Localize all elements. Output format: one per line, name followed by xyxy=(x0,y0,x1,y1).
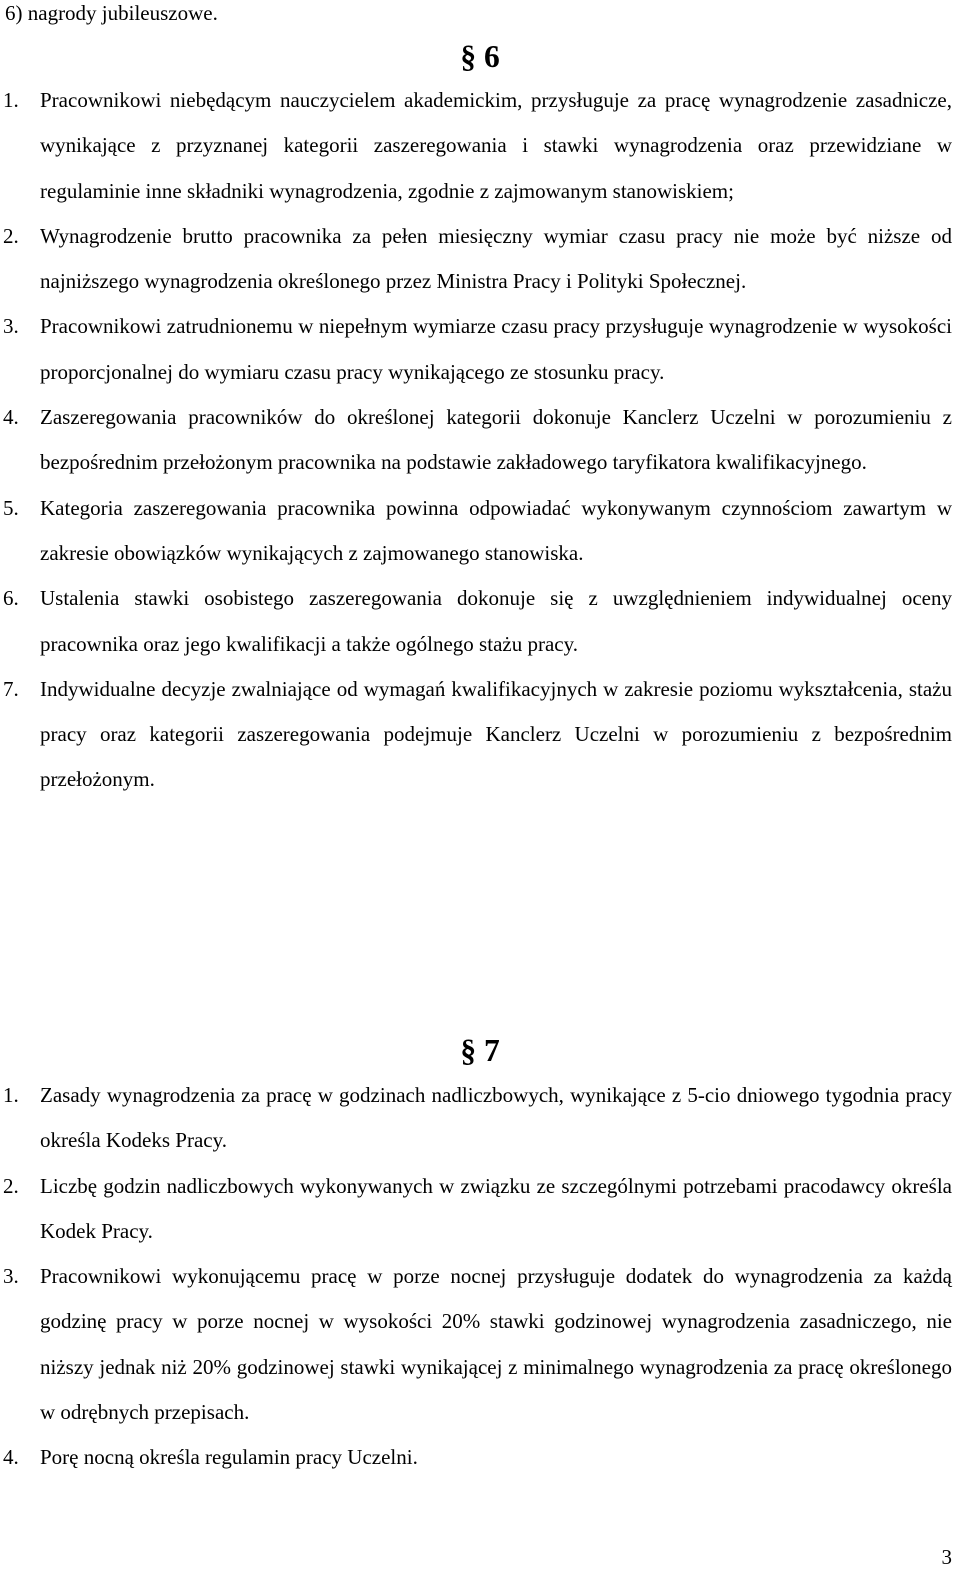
list-item xyxy=(0,78,952,214)
item-number: 3. xyxy=(3,314,19,339)
section-7-list xyxy=(0,1073,952,1481)
intro-line: 6) nagrody jubileuszowe. xyxy=(5,1,218,25)
list-item xyxy=(0,1164,952,1255)
list-item xyxy=(0,304,952,395)
item-number: 2. xyxy=(3,1173,19,1198)
item-text: Zasady wynagrodzenia za pracę w godzinach nadliczbowych, wynikające z 5-cio dniowego tygodnia pracy określa Kodeks Pracy. xyxy=(40,1083,952,1153)
item-number: 1. xyxy=(3,1083,19,1107)
page-number: 3 xyxy=(941,1545,952,1569)
section-number: 6 xyxy=(483,39,500,74)
list-item xyxy=(0,1435,952,1480)
list-item xyxy=(0,576,952,667)
item-number: 1. xyxy=(3,88,19,112)
item-text: Pracownikowi zatrudnionemu w niepełnym wymiarze czasu pracy przysługuje wynagrodzenie w wysokości proporcjonalnej do wymiaru czasu pracy wynikającego ze stosunku pracy. xyxy=(40,314,952,384)
section-symbol: § xyxy=(460,1033,477,1068)
item-text: Porę nocną określa regulamin pracy Uczelni. xyxy=(40,1445,418,1470)
item-text: Kategoria zaszeregowania pracownika powinna odpowiadać wykonywanym czynnościom zawartym w zakresie obowiązków wynikających z zajmowanego stanowiska. xyxy=(40,495,952,565)
list-item xyxy=(0,486,952,577)
section-heading-6 xyxy=(0,39,960,74)
list-item xyxy=(0,214,952,305)
item-number: 6. xyxy=(3,586,19,611)
item-number: 4. xyxy=(3,405,19,430)
item-number: 5. xyxy=(3,495,19,520)
section-heading-7 xyxy=(0,1033,960,1068)
item-number: 7. xyxy=(3,676,19,701)
list-item xyxy=(0,1073,952,1164)
item-text: Indywidualne decyzje zwalniające od wymagań kwalifikacyjnych w zakresie poziomu wykształcenia, stażu pracy oraz kategorii zaszeregowania podejmuje Kanclerz Uczelni w porozumieniu z bezpośrednim przełożonym. xyxy=(40,676,952,792)
list-item xyxy=(0,1254,952,1435)
item-number: 3. xyxy=(3,1264,19,1289)
item-number: 2. xyxy=(3,223,19,248)
item-text: Liczbę godzin nadliczbowych wykonywanych w związku ze szczególnymi potrzebami pracodawcy określa Kodek Pracy. xyxy=(40,1173,952,1243)
item-text: Pracownikowi wykonującemu pracę w porze nocnej przysługuje dodatek do wynagrodzenia za każdą godzinę pracy w porze nocnej w wysokości 20% stawki godzinowej wynagrodzenia zasadniczego, nie niższy jednak niż 20% godzinowej stawki wynikającej z minimalnego wynagrodzenia za pracę określonego w odrębnych przepisach. xyxy=(40,1264,952,1425)
section-number: 7 xyxy=(483,1033,500,1068)
section-6-list xyxy=(0,78,952,803)
list-item xyxy=(0,395,952,486)
item-text: Wynagrodzenie brutto pracownika za pełen miesięczny wymiar czasu pracy nie może być niższe od najniższego wynagrodzenia określonego przez Ministra Pracy i Polityki Społecznej. xyxy=(40,223,952,294)
item-text: Pracownikowi niebędącym nauczycielem akademickim, przysługuje za pracę wynagrodzenie zasadnicze, wynikające z przyznanej kategorii zaszeregowania i stawki wynagrodzenia oraz przewidziane w regulaminie inne składniki wynagrodzenia, zgodnie z zajmowanym stanowiskiem; xyxy=(40,88,952,203)
item-number: 4. xyxy=(3,1445,19,1470)
item-text: Ustalenia stawki osobistego zaszeregowania dokonuje się z uwzględnieniem indywidualnej oceny pracownika oraz jego kwalifikacji a także ogólnego stażu pracy. xyxy=(40,586,952,656)
list-item xyxy=(0,667,952,803)
item-text: Zaszeregowania pracowników do określonej kategorii dokonuje Kanclerz Uczelni w porozumieniu z bezpośrednim przełożonym pracownika na podstawie zakładowego taryfikatora kwalifikacyjnego. xyxy=(40,405,952,475)
section-symbol: § xyxy=(460,39,477,74)
